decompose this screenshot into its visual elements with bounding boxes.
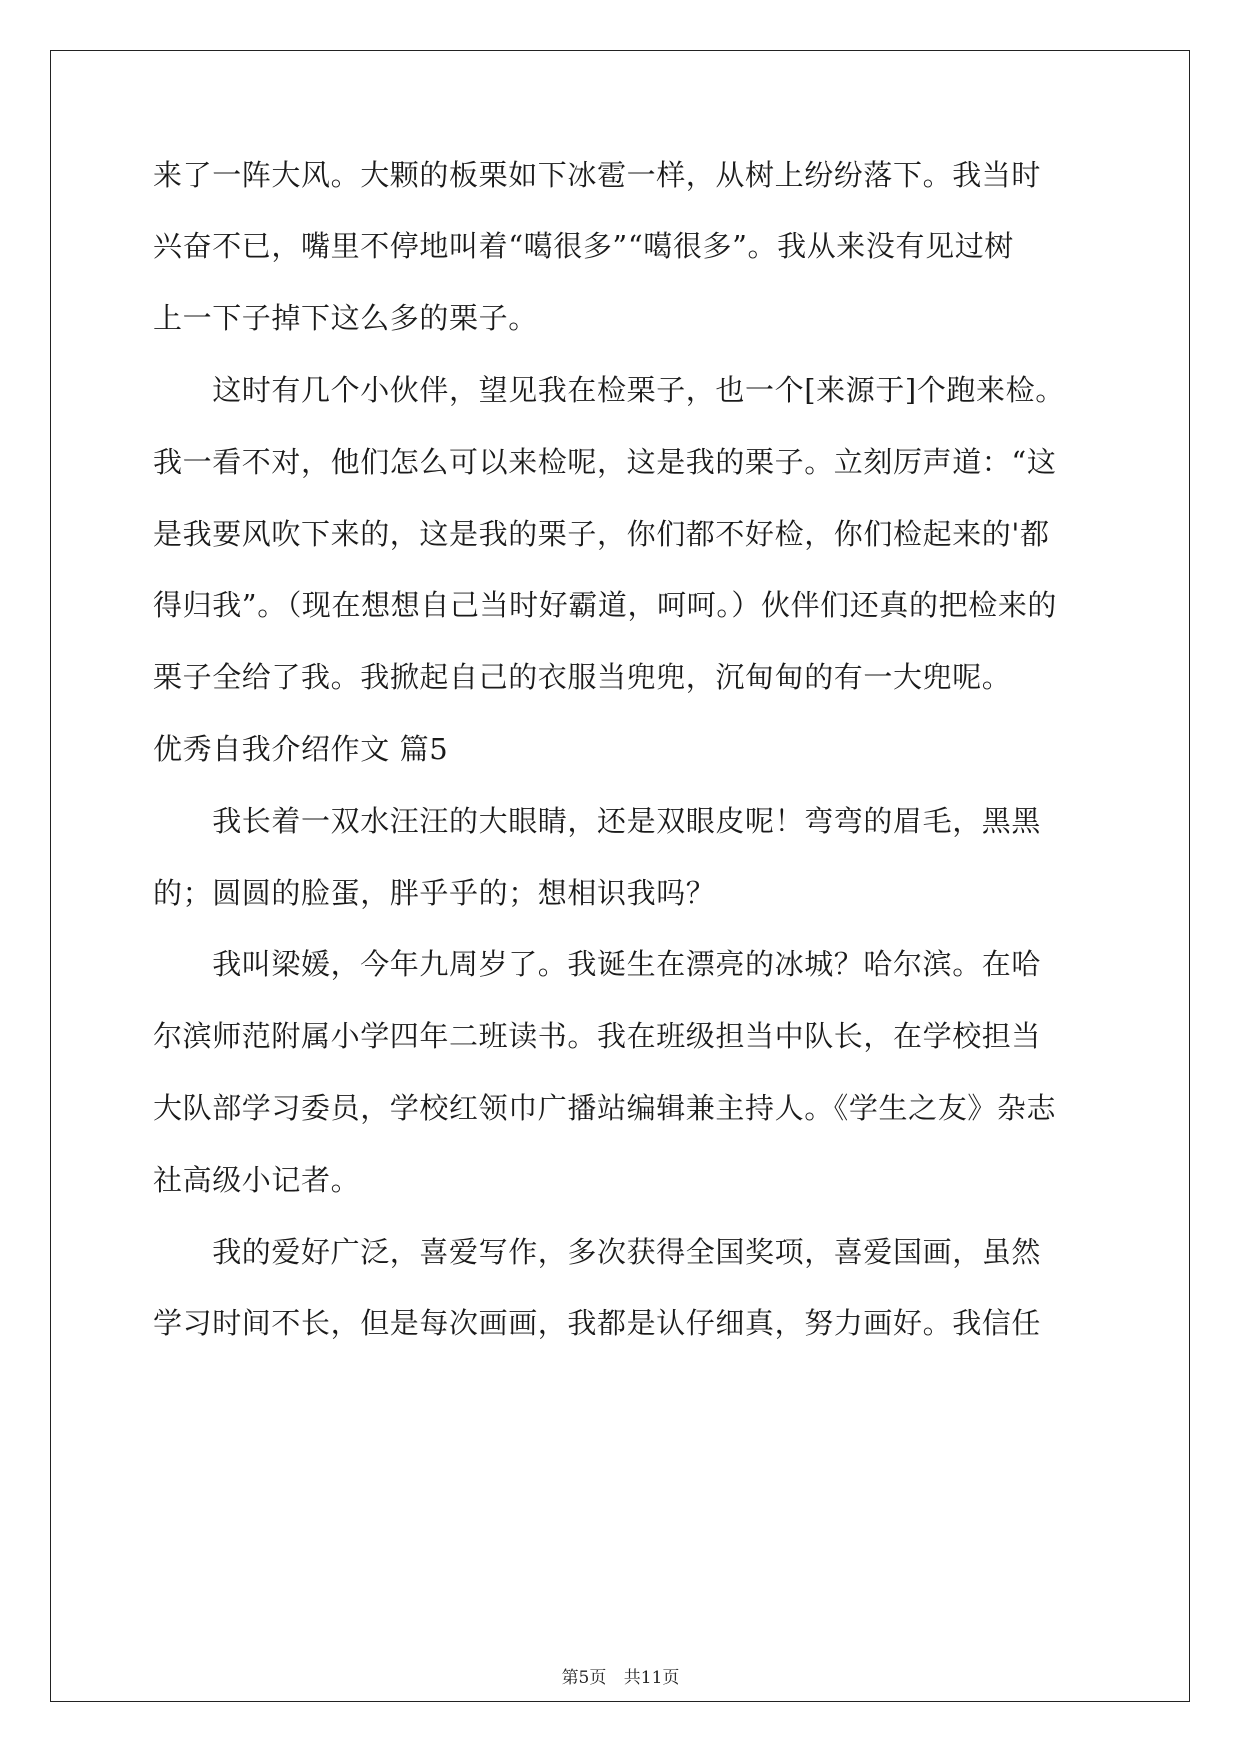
body-text-line: 得归我”。（现在想想自己当时好霸道，呵呵。）伙伴们还真的把检来的	[153, 588, 1058, 622]
body-text-line: 栗子全给了我。我掀起自己的衣服当兜兜，沉甸甸的有一大兜呢。	[153, 660, 1012, 694]
body-text-line: 这时有几个小伙伴，望见我在检栗子，也一个[来源于]个跑来检。	[153, 373, 1065, 407]
body-text-line: 我的爱好广泛，喜爱写作，多次获得全国奖项，喜爱国画，虽然	[153, 1235, 1042, 1269]
body-text-line: 我长着一双水汪汪的大眼睛，还是双眼皮呢！弯弯的眉毛，黑黑	[153, 804, 1042, 838]
body-text-line: 兴奋不已，嘴里不停地叫着“噶很多”“噶很多”。我从来没有见过树	[153, 229, 1014, 263]
body-text-line: 学习时间不长，但是每次画画，我都是认仔细真，努力画好。我信任	[153, 1306, 1042, 1340]
page-number: 第5页	[561, 1668, 607, 1688]
body-text-line: 是我要风吹下来的，这是我的栗子，你们都不好检，你们检起来的'都	[153, 517, 1050, 551]
body-text-line: 大队部学习委员，学校红领巾广播站编辑兼主持人。《学生之友》杂志	[153, 1091, 1057, 1125]
body-text-line: 上一下子掉下这么多的栗子。	[153, 301, 538, 335]
section-heading: 优秀自我介绍作文 篇5	[153, 732, 449, 766]
body-text-line: 我一看不对，他们怎么可以来检呢，这是我的栗子。立刻厉声道：“这	[153, 445, 1057, 479]
body-text-line: 我叫梁媛，今年九周岁了。我诞生在漂亮的冰城？哈尔滨。在哈	[153, 947, 1042, 981]
body-text-line: 尔滨师范附属小学四年二班读书。我在班级担当中队长，在学校担当	[153, 1019, 1042, 1053]
body-text-line: 来了一阵大风。大颗的板栗如下冰雹一样，从树上纷纷落下。我当时	[153, 158, 1042, 192]
page-total: 共11页	[623, 1668, 680, 1688]
body-text-line: 社高级小记者。	[153, 1163, 361, 1197]
page-footer	[0, 1668, 1241, 1688]
body-text-line: 的；圆圆的脸蛋，胖乎乎的；想相识我吗？	[153, 876, 716, 910]
